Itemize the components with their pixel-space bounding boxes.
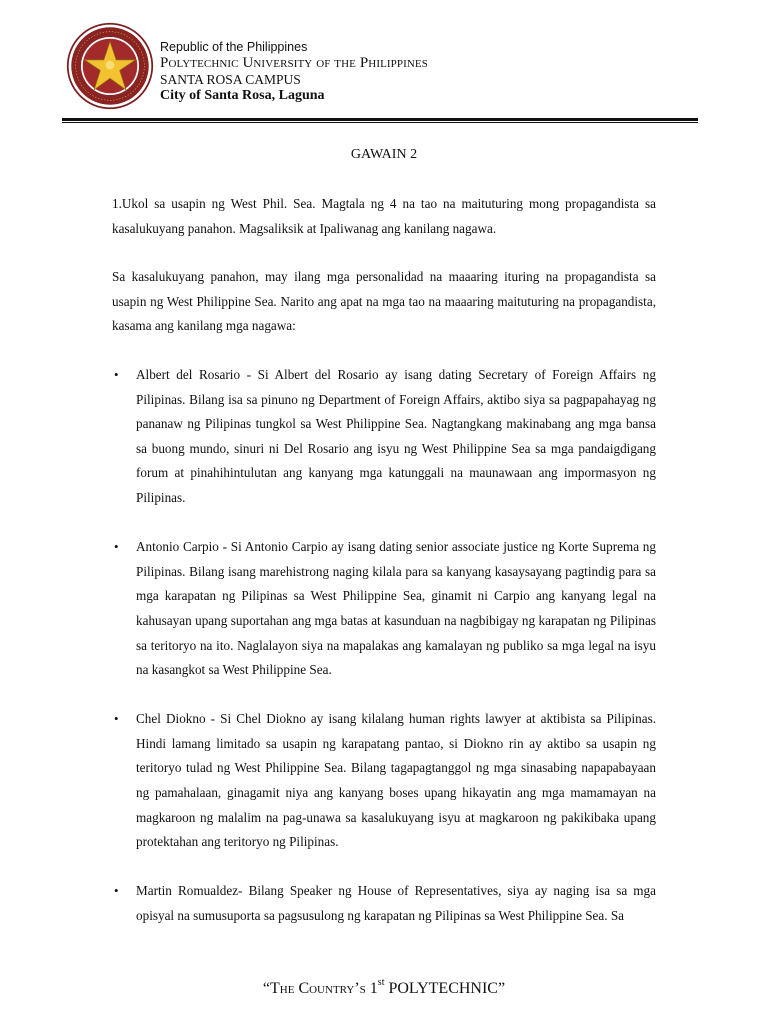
university-name: Polytechnic University of the Philippines (160, 54, 428, 71)
republic-line: Republic of the Philippines (160, 40, 308, 54)
list-item: • Chel Diokno - Si Chel Diokno ay isang kilalang human rights lawyer at aktibista sa Pilipinas. Hindi lamang limitado sa usapin ng karapatang pantao, si Diokno rin ay aktibo sa usapin ng teritoryo tulad ng West Philippine Sea. Bilang tagapagtanggol ng mga sinasabing napapabayaan ng pamahalaan, ginagamit niya ang kanyang boses upang hikayatin ang mga mamamayan na magkaroon ng malalim na pag-unawa sa kasalukuyang isyu at magkaroon ng pakikibaka upang protektahan ang teritoryo ng Pilipinas. (136, 707, 656, 855)
header-divider (62, 118, 698, 121)
city-line: City of Santa Rosa, Laguna (160, 88, 325, 104)
letterhead (160, 40, 428, 105)
intro-paragraph: Sa kasalukuyang panahon, may ilang mga personalidad na maaaring ituring na propagandista sa usapin ng West Philippine Sea. Narito ang apat na mga tao na maaaring maituturing na propagandista, kasama ang kanilang mga nagawa: (112, 269, 656, 334)
campus-name: SANTA ROSA CAMPUS (160, 72, 301, 88)
question-paragraph: 1.Ukol sa usapin ng West Phil. Sea. Magtala ng 4 na tao na maituturing mong propagandista sa kasalukuyang panahon. Magsaliksik at Ipaliwanag ang kanilang nagawa. (112, 196, 656, 236)
footer-motto-sup: st (377, 977, 385, 988)
propagandist-list (112, 363, 656, 929)
footer-motto-start: “The Country’s 1 (262, 980, 378, 997)
document-title: GAWAIN 2 (350, 147, 418, 162)
document-body (112, 192, 656, 953)
list-item: • Antonio Carpio - Si Antonio Carpio ay isang dating senior associate justice ng Korte Suprema ng Pilipinas. Bilang isang marehistrong naging kilala para sa kanyang kasaysayang pagtindig para sa mga karapatan ng Pilipinas sa West Philippine Sea, ginamit ni Carpio ang kanyang legal na kahusayan upang suportahan ang mga batas at kasunduan na nagbibigay ng karapatan ng Pilipinas sa teritoryo na ito. Naglalayon siya na mapalakas ang kamalayan ng publiko sa mga legal na isyu na kasangkot sa West Philippine Sea. (136, 535, 656, 683)
list-item: • Martin Romualdez- Bilang Speaker ng House of Representatives, siya ay naging isa sa mga opisyal na sumusuporta sa pagsusulong ng karapatan ng Pilipinas sa West Philippine Sea. Sa (136, 879, 656, 928)
list-item: • Albert del Rosario - Si Albert del Rosario ay isang dating Secretary of Foreign Affairs ng Pilipinas. Bilang isa sa pinuno ng Department of Foreign Affairs, aktibo siya sa pagpapahayag ng pananaw ng Pilipinas tungkol sa West Philippine Sea. Nagtangkang makinabang ang mga bansa sa buong mundo, sinuri ni Del Rosario ang isyu ng West Philippine Sea sa mga pandaigdigang forum at pinahihintulutan ang kanyang mga katunggali na maunawaan ang impormasyon ng Pilipinas. (136, 363, 656, 511)
footer-motto-end: POLYTECHNIC” (384, 980, 506, 997)
footer-motto (0, 977, 768, 998)
header-divider-thin (62, 122, 698, 123)
pup-seal-icon (66, 22, 154, 110)
